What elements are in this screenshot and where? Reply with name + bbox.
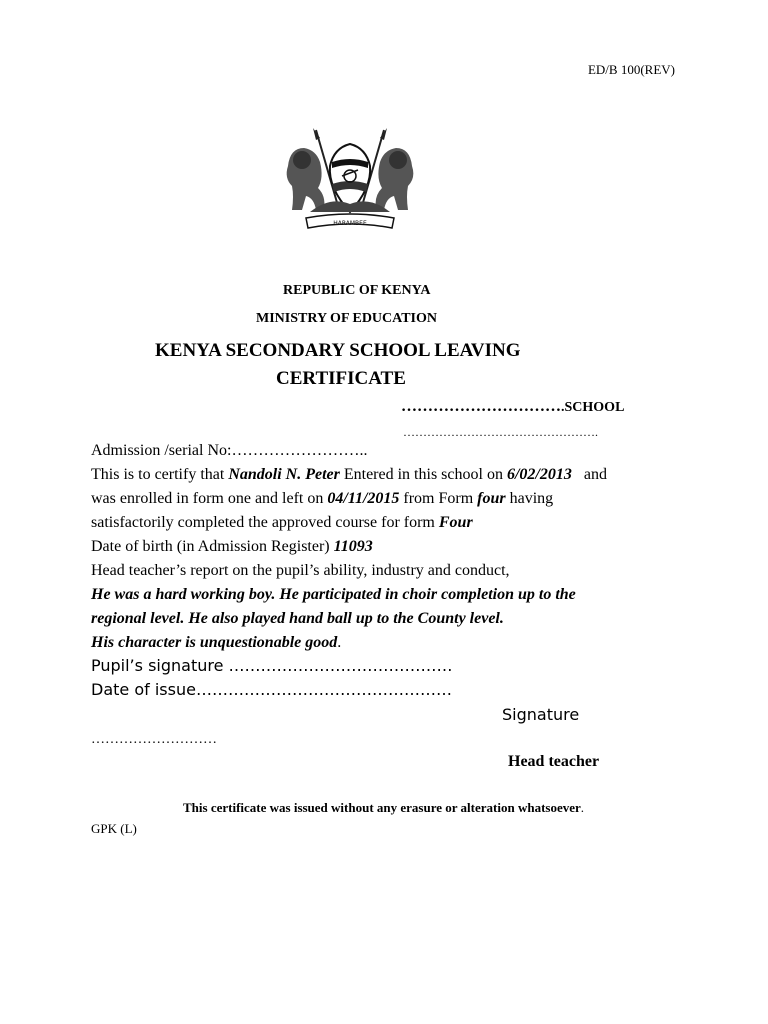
school-label: .SCHOOL [561, 400, 625, 415]
pupil-signature-line: Pupil’s signature …………………………………… [91, 656, 453, 675]
entered-text: Entered in this school on [339, 466, 507, 483]
report-label: Head teacher’s report on the pupil’s ability, industry and conduct, [91, 562, 510, 579]
date-of-issue-line: Date of issue………………………………………… [91, 680, 452, 699]
certify-prefix: This is to certify that [91, 466, 229, 483]
erasure-note-end: . [580, 800, 585, 815]
signature-dots: ……………………… [91, 732, 217, 747]
head-teacher-label: Head teacher [508, 753, 600, 770]
dob-label: Date of birth (in Admission Register) [91, 538, 334, 555]
school-dots-line2: …………………………………………. [403, 425, 598, 439]
from-form-text: from Form [399, 490, 478, 507]
completed-line [91, 514, 473, 532]
signature-label: Signature [502, 705, 580, 724]
ministry-heading: MINISTRY OF EDUCATION [256, 311, 438, 326]
having-text: having [505, 490, 554, 507]
erasure-note-text: This certificate was issued without any erasure or alteration whatsoever [183, 800, 581, 815]
admission-serial-line: Admission /serial No:…………………….. [91, 442, 368, 459]
school-dots: ………………………… [401, 398, 561, 415]
dob-line [91, 538, 373, 556]
school-name-field [401, 398, 624, 416]
and-text: and [571, 466, 607, 483]
certificate-title-line2: CERTIFICATE [276, 368, 406, 389]
report-line3-wrap [91, 634, 341, 652]
republic-heading: REPUBLIC OF KENYA [283, 283, 431, 298]
enrolled-text: was enrolled in form one and left on [91, 490, 328, 507]
report-line2: regional level. He also played hand ball up to the County level. [91, 610, 504, 627]
motto-text: HARAMBEE [333, 220, 367, 227]
leave-form: four [477, 490, 506, 507]
completed-form: Four [438, 514, 473, 531]
certificate-title-line1: KENYA SECONDARY SCHOOL LEAVING [155, 340, 521, 361]
leave-date: 04/11/2015 [327, 490, 400, 507]
entry-date: 6/02/2013 [506, 466, 572, 483]
report-end: . [337, 634, 342, 651]
certify-line [91, 466, 607, 484]
gpk-label: GPK (L) [91, 821, 137, 836]
report-line1: He was a hard working boy. He participated in choir completion up to the [91, 586, 576, 603]
form-reference: ED/B 100(REV) [587, 62, 675, 77]
completed-text: satisfactorily completed the approved course for form [91, 514, 439, 531]
erasure-note [183, 800, 584, 816]
pupil-name: Nandoli N. Peter [228, 466, 340, 483]
report-line3: His character is unquestionable good [91, 634, 338, 651]
enrolled-line [91, 490, 553, 508]
coat-of-arms-emblem [280, 126, 420, 234]
dob-value: 11093 [333, 538, 373, 555]
